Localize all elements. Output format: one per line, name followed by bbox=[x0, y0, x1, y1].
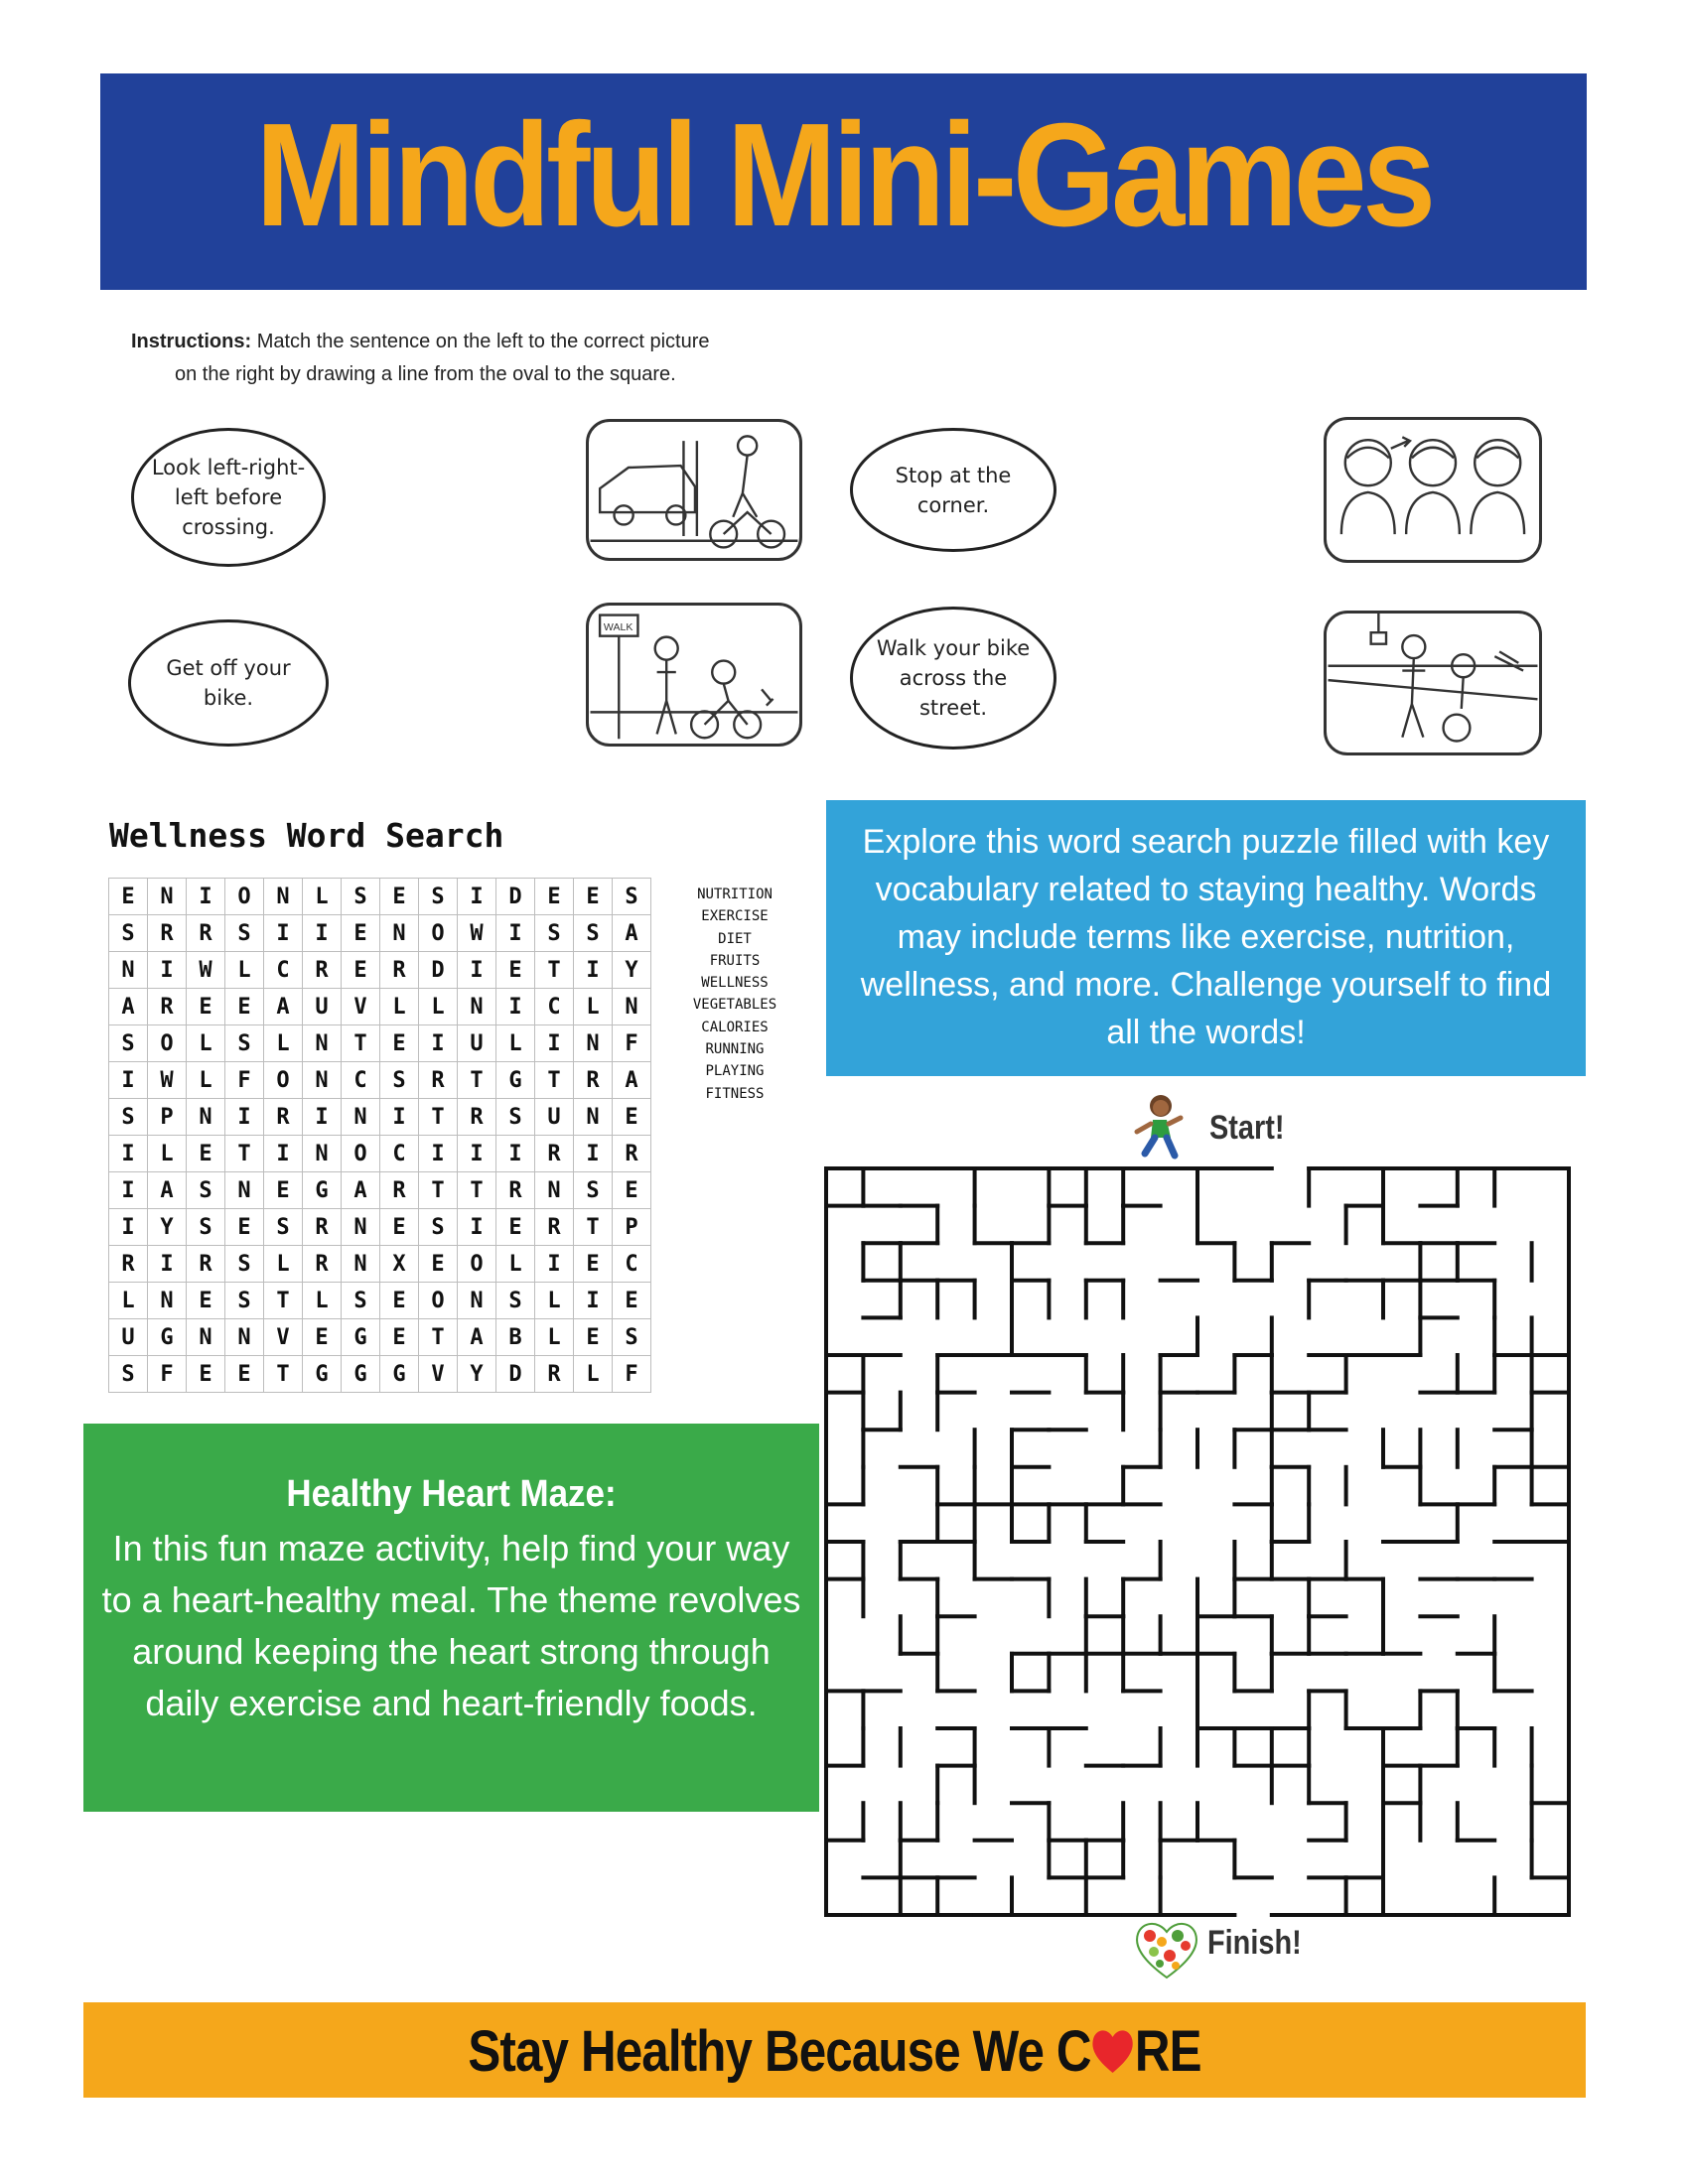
word-search-cell[interactable]: E bbox=[187, 1136, 225, 1172]
word-search-cell[interactable]: S bbox=[225, 915, 264, 952]
word-search-cell[interactable]: E bbox=[613, 1172, 651, 1209]
word-search-info-box bbox=[826, 800, 1586, 1076]
crosswalk-picture[interactable] bbox=[1324, 611, 1542, 755]
word-search-cell[interactable]: V bbox=[264, 1319, 303, 1356]
word-search-cell[interactable]: R bbox=[264, 1099, 303, 1136]
word-search-cell[interactable]: I bbox=[109, 1209, 148, 1246]
word-search-cell[interactable]: S bbox=[109, 1025, 148, 1062]
word-search-row bbox=[109, 1246, 651, 1283]
word-search-word: NUTRITION bbox=[697, 887, 773, 902]
word-search-cell[interactable]: S bbox=[225, 1283, 264, 1319]
word-search-word: RUNNING bbox=[705, 1041, 765, 1058]
word-search-cell[interactable]: I bbox=[496, 1136, 535, 1172]
word-search-row bbox=[109, 1172, 651, 1209]
word-search-cell[interactable]: S bbox=[342, 879, 380, 915]
word-search-cell[interactable]: L bbox=[303, 879, 342, 915]
instructions-label: Instructions: bbox=[131, 331, 252, 352]
maze-finish-label: Finish! bbox=[1207, 1924, 1302, 1962]
word-search-row bbox=[109, 1356, 651, 1393]
word-search-cell[interactable]: N bbox=[225, 1172, 264, 1209]
word-search-cell[interactable]: S bbox=[187, 1172, 225, 1209]
word-search-cell[interactable]: N bbox=[225, 1319, 264, 1356]
word-search-cell[interactable]: T bbox=[419, 1319, 458, 1356]
word-search-cell[interactable]: L bbox=[187, 1062, 225, 1099]
word-search-cell[interactable]: A bbox=[109, 989, 148, 1025]
word-search-cell[interactable]: L bbox=[496, 1025, 535, 1062]
word-search-cell[interactable]: N bbox=[109, 952, 148, 989]
word-search-cell[interactable]: N bbox=[342, 1246, 380, 1283]
word-search-cell[interactable]: S bbox=[342, 1283, 380, 1319]
word-search-cell[interactable]: N bbox=[535, 1172, 574, 1209]
word-search-cell[interactable]: R bbox=[574, 1062, 613, 1099]
word-search-cell[interactable]: S bbox=[419, 1209, 458, 1246]
word-search-cell[interactable]: G bbox=[342, 1356, 380, 1393]
word-search-cell[interactable]: E bbox=[496, 1209, 535, 1246]
instructions bbox=[131, 326, 866, 391]
word-search-cell[interactable]: P bbox=[613, 1209, 651, 1246]
word-search-word: VEGETABLES bbox=[692, 997, 777, 1014]
word-search-cell[interactable]: I bbox=[148, 1246, 187, 1283]
word-search-word: CALORIES bbox=[701, 1019, 769, 1035]
word-search-word: FITNESS bbox=[705, 1085, 765, 1102]
heart-icon bbox=[1091, 2027, 1135, 2075]
word-search-cell[interactable]: I bbox=[303, 1099, 342, 1136]
footer-slogan bbox=[196, 2018, 1473, 2085]
word-search-cell[interactable]: L bbox=[109, 1283, 148, 1319]
word-search-cell[interactable]: O bbox=[225, 879, 264, 915]
word-search-row bbox=[109, 1136, 651, 1172]
word-search-row bbox=[109, 1319, 651, 1356]
word-search-cell[interactable]: U bbox=[303, 989, 342, 1025]
word-search-cell[interactable]: E bbox=[187, 989, 225, 1025]
word-search-cell[interactable]: E bbox=[380, 1319, 419, 1356]
word-search-cell[interactable]: S bbox=[225, 1025, 264, 1062]
word-search-cell[interactable]: G bbox=[303, 1172, 342, 1209]
word-search-cell[interactable]: A bbox=[613, 915, 651, 952]
car-and-bicyclist-icon bbox=[589, 422, 799, 558]
word-search-cell[interactable]: D bbox=[496, 1356, 535, 1393]
word-search-cell[interactable]: C bbox=[342, 1062, 380, 1099]
word-search-cell[interactable]: F bbox=[225, 1062, 264, 1099]
word-search-cell[interactable]: R bbox=[535, 1356, 574, 1393]
word-search-cell[interactable]: I bbox=[109, 1172, 148, 1209]
word-search-cell[interactable]: T bbox=[225, 1136, 264, 1172]
word-search-cell[interactable]: O bbox=[264, 1062, 303, 1099]
word-search-cell[interactable]: N bbox=[148, 1283, 187, 1319]
word-search-cell[interactable]: L bbox=[225, 952, 264, 989]
word-search-cell[interactable]: V bbox=[419, 1356, 458, 1393]
running-child-icon bbox=[1127, 1092, 1189, 1161]
word-search-cell[interactable]: S bbox=[109, 1099, 148, 1136]
match-oval-look[interactable] bbox=[131, 428, 326, 567]
match-oval-get-off[interactable] bbox=[128, 619, 329, 747]
word-search-cell[interactable]: R bbox=[535, 1209, 574, 1246]
word-search-cell[interactable]: U bbox=[109, 1319, 148, 1356]
word-search-cell[interactable]: Y bbox=[148, 1209, 187, 1246]
word-search-cell[interactable]: L bbox=[264, 1246, 303, 1283]
word-search-cell[interactable]: I bbox=[458, 1209, 496, 1246]
word-search-cell[interactable]: B bbox=[496, 1319, 535, 1356]
word-search-cell[interactable]: N bbox=[187, 1319, 225, 1356]
word-search-cell[interactable]: N bbox=[303, 1136, 342, 1172]
match-oval-text: Get off your bike. bbox=[166, 656, 291, 710]
word-search-cell[interactable]: G bbox=[303, 1356, 342, 1393]
match-oval-text: Stop at the corner. bbox=[895, 463, 1012, 517]
word-search-cell[interactable]: I bbox=[380, 1099, 419, 1136]
word-search-cell[interactable]: N bbox=[458, 989, 496, 1025]
word-search-cell[interactable]: E bbox=[187, 1356, 225, 1393]
word-search-cell[interactable]: I bbox=[574, 952, 613, 989]
word-search-cell[interactable]: E bbox=[187, 1283, 225, 1319]
footer-banner bbox=[83, 2002, 1586, 2098]
word-search-cell[interactable]: I bbox=[496, 915, 535, 952]
match-oval-stop[interactable] bbox=[850, 428, 1056, 552]
word-search-cell[interactable]: O bbox=[419, 1283, 458, 1319]
word-search-cell[interactable]: N bbox=[264, 879, 303, 915]
word-search-cell[interactable]: E bbox=[574, 1319, 613, 1356]
word-search-cell[interactable]: S bbox=[109, 1356, 148, 1393]
word-search-cell[interactable]: I bbox=[535, 1025, 574, 1062]
word-search-cell[interactable]: U bbox=[535, 1099, 574, 1136]
word-search-cell[interactable]: L bbox=[148, 1136, 187, 1172]
word-search-cell[interactable]: E bbox=[303, 1319, 342, 1356]
word-search-cell[interactable]: R bbox=[303, 1246, 342, 1283]
word-search-cell[interactable]: S bbox=[187, 1209, 225, 1246]
car-and-bicyclist-picture[interactable] bbox=[586, 419, 802, 561]
word-search-row bbox=[109, 915, 651, 952]
word-search-cell[interactable]: N bbox=[187, 1099, 225, 1136]
word-search-cell[interactable]: L bbox=[496, 1246, 535, 1283]
word-search-cell[interactable]: R bbox=[535, 1136, 574, 1172]
word-search-cell[interactable]: R bbox=[187, 915, 225, 952]
word-search-cell[interactable]: T bbox=[574, 1209, 613, 1246]
word-search-cell[interactable]: G bbox=[496, 1062, 535, 1099]
word-search-cell[interactable]: R bbox=[496, 1172, 535, 1209]
fruit-heart-icon bbox=[1132, 1916, 1201, 1981]
word-search-cell[interactable]: R bbox=[419, 1062, 458, 1099]
word-search-row bbox=[109, 879, 651, 915]
word-search-cell[interactable]: A bbox=[458, 1319, 496, 1356]
word-search-cell[interactable]: I bbox=[458, 952, 496, 989]
word-search-cell[interactable]: E bbox=[574, 879, 613, 915]
word-search-cell[interactable]: E bbox=[342, 952, 380, 989]
word-search-cell[interactable]: N bbox=[574, 1025, 613, 1062]
word-search-cell[interactable]: C bbox=[535, 989, 574, 1025]
word-search-cell[interactable]: Y bbox=[613, 952, 651, 989]
word-search-cell[interactable]: I bbox=[187, 879, 225, 915]
word-search-cell[interactable]: A bbox=[613, 1062, 651, 1099]
word-search-word: PLAYING bbox=[705, 1063, 765, 1080]
word-search-cell[interactable]: R bbox=[303, 1209, 342, 1246]
word-search-cell[interactable]: R bbox=[380, 1172, 419, 1209]
word-search-cell[interactable]: E bbox=[613, 1283, 651, 1319]
word-search-word: EXERCISE bbox=[701, 908, 769, 925]
maze-start-label: Start! bbox=[1209, 1109, 1285, 1147]
word-search-cell[interactable]: E bbox=[109, 879, 148, 915]
word-search-cell[interactable]: E bbox=[613, 1099, 651, 1136]
word-search-grid[interactable] bbox=[108, 878, 651, 1393]
word-search-cell[interactable]: S bbox=[496, 1099, 535, 1136]
page-title: Mindful Mini-Games bbox=[255, 93, 1432, 257]
word-search-cell[interactable]: I bbox=[109, 1136, 148, 1172]
head-turning-icon bbox=[1327, 420, 1539, 560]
word-search-cell[interactable]: O bbox=[148, 1025, 187, 1062]
instructions-line-1: Match the sentence on the left to the correct picture bbox=[256, 331, 710, 352]
word-search-cell[interactable]: T bbox=[419, 1099, 458, 1136]
word-search-cell[interactable]: E bbox=[225, 989, 264, 1025]
word-search-cell[interactable]: L bbox=[264, 1025, 303, 1062]
word-search-cell[interactable]: L bbox=[419, 989, 458, 1025]
word-search-cell[interactable]: W bbox=[187, 952, 225, 989]
head-turning-picture[interactable] bbox=[1324, 417, 1542, 563]
word-search-cell[interactable]: O bbox=[419, 915, 458, 952]
word-search-word: WELLNESS bbox=[701, 975, 769, 992]
walk-signal-icon bbox=[589, 606, 799, 744]
footer-text-end: RE bbox=[1134, 2019, 1201, 2084]
maze[interactable] bbox=[824, 1166, 1571, 1917]
word-search-cell[interactable]: E bbox=[225, 1209, 264, 1246]
word-search-cell[interactable]: I bbox=[225, 1099, 264, 1136]
word-search-cell[interactable]: G bbox=[380, 1356, 419, 1393]
word-search-info-text: Explore this word search puzzle filled with key vocabulary related to staying healthy. Words may include terms like exercise, nutrition, wellness, and more. Challenge yourself to find all the words! bbox=[860, 823, 1552, 1051]
word-search-cell[interactable]: N bbox=[342, 1099, 380, 1136]
word-search-cell[interactable]: S bbox=[574, 915, 613, 952]
word-search-cell[interactable]: E bbox=[380, 879, 419, 915]
word-search-cell[interactable]: N bbox=[303, 1025, 342, 1062]
word-search-cell[interactable]: E bbox=[264, 1172, 303, 1209]
word-search-cell[interactable]: L bbox=[187, 1025, 225, 1062]
word-search-row bbox=[109, 952, 651, 989]
word-search-cell[interactable]: G bbox=[342, 1319, 380, 1356]
word-search-cell[interactable]: R bbox=[380, 952, 419, 989]
word-search-cell[interactable]: P bbox=[148, 1099, 187, 1136]
word-search-cell[interactable]: R bbox=[187, 1246, 225, 1283]
word-search-cell[interactable]: I bbox=[535, 1246, 574, 1283]
word-search-cell[interactable]: E bbox=[342, 915, 380, 952]
word-search-cell[interactable]: R bbox=[303, 952, 342, 989]
word-search-word: DIET bbox=[718, 930, 752, 947]
word-search-cell[interactable]: R bbox=[148, 989, 187, 1025]
word-search-cell[interactable]: G bbox=[148, 1319, 187, 1356]
word-search-cell[interactable]: L bbox=[574, 989, 613, 1025]
word-search-cell[interactable]: E bbox=[574, 1246, 613, 1283]
word-search-cell[interactable]: R bbox=[613, 1136, 651, 1172]
word-search-cell[interactable]: W bbox=[458, 915, 496, 952]
word-search-cell[interactable]: E bbox=[380, 1025, 419, 1062]
word-search-cell[interactable]: C bbox=[380, 1136, 419, 1172]
word-search-cell[interactable]: W bbox=[148, 1062, 187, 1099]
footer-text-start: Stay Healthy Because We C bbox=[468, 2019, 1091, 2084]
word-search-cell[interactable]: S bbox=[109, 915, 148, 952]
word-search-cell[interactable]: S bbox=[380, 1062, 419, 1099]
word-search-cell[interactable]: L bbox=[574, 1356, 613, 1393]
maze-info-box bbox=[83, 1424, 819, 1812]
word-search-cell[interactable]: T bbox=[264, 1356, 303, 1393]
word-search-cell[interactable]: I bbox=[148, 952, 187, 989]
word-search-cell[interactable]: N bbox=[613, 989, 651, 1025]
word-search-cell[interactable]: C bbox=[264, 952, 303, 989]
word-search-cell[interactable]: A bbox=[264, 989, 303, 1025]
word-search-row bbox=[109, 1025, 651, 1062]
word-search-cell[interactable]: S bbox=[574, 1172, 613, 1209]
walk-sign-text: WALK bbox=[603, 620, 633, 633]
word-search-cell[interactable]: T bbox=[342, 1025, 380, 1062]
word-search-cell[interactable]: I bbox=[303, 915, 342, 952]
word-search-cell[interactable]: F bbox=[613, 1356, 651, 1393]
word-search-cell[interactable]: A bbox=[148, 1172, 187, 1209]
word-search-cell[interactable]: E bbox=[535, 879, 574, 915]
word-search-cell[interactable]: N bbox=[574, 1099, 613, 1136]
word-search-word-list bbox=[675, 884, 794, 1105]
word-search-cell[interactable]: I bbox=[264, 915, 303, 952]
word-search-cell[interactable]: L bbox=[535, 1319, 574, 1356]
word-search-cell[interactable]: N bbox=[380, 915, 419, 952]
word-search-cell[interactable]: I bbox=[574, 1136, 613, 1172]
word-search-cell[interactable]: R bbox=[458, 1099, 496, 1136]
word-search-cell[interactable]: E bbox=[380, 1283, 419, 1319]
word-search-cell[interactable]: T bbox=[535, 952, 574, 989]
word-search-cell[interactable]: E bbox=[225, 1356, 264, 1393]
word-search-cell[interactable]: D bbox=[496, 879, 535, 915]
word-search-cell[interactable]: C bbox=[613, 1246, 651, 1283]
match-oval-text: Walk your bike across the street. bbox=[876, 636, 1031, 720]
word-search-cell[interactable]: I bbox=[496, 989, 535, 1025]
word-search-cell[interactable]: L bbox=[303, 1283, 342, 1319]
word-search-row bbox=[109, 1209, 651, 1246]
word-search-title: Wellness Word Search bbox=[109, 816, 504, 855]
word-search-cell[interactable]: S bbox=[496, 1283, 535, 1319]
word-search-cell[interactable]: Y bbox=[458, 1356, 496, 1393]
crosswalk-icon bbox=[1327, 614, 1539, 752]
word-search-cell[interactable]: U bbox=[458, 1025, 496, 1062]
word-search-cell[interactable]: T bbox=[535, 1062, 574, 1099]
word-search-cell[interactable]: I bbox=[458, 879, 496, 915]
match-oval-walk[interactable] bbox=[850, 607, 1056, 750]
word-search-row bbox=[109, 1099, 651, 1136]
word-search-cell[interactable]: R bbox=[148, 915, 187, 952]
word-search-cell[interactable]: T bbox=[458, 1172, 496, 1209]
word-search-cell[interactable]: R bbox=[109, 1246, 148, 1283]
word-search-row bbox=[109, 989, 651, 1025]
word-search-cell[interactable]: S bbox=[535, 915, 574, 952]
word-search-cell[interactable]: V bbox=[342, 989, 380, 1025]
word-search-cell[interactable]: X bbox=[380, 1246, 419, 1283]
word-search-cell[interactable]: S bbox=[264, 1209, 303, 1246]
word-search-cell[interactable]: E bbox=[419, 1246, 458, 1283]
word-search-cell[interactable]: I bbox=[419, 1025, 458, 1062]
word-search-word: FRUITS bbox=[709, 952, 761, 969]
word-search-cell[interactable]: I bbox=[109, 1062, 148, 1099]
word-search-cell[interactable]: I bbox=[264, 1136, 303, 1172]
word-search-cell[interactable]: T bbox=[264, 1283, 303, 1319]
maze-info-text: In this fun maze activity, help find your way to a heart-healthy meal. The theme revolves around keeping the heart strong through daily exercise and heart-friendly foods. bbox=[101, 1528, 801, 1723]
word-search-cell[interactable]: E bbox=[380, 1209, 419, 1246]
word-search-cell[interactable]: N bbox=[342, 1209, 380, 1246]
word-search-row bbox=[109, 1062, 651, 1099]
word-search-cell[interactable]: N bbox=[148, 879, 187, 915]
maze-info-heading: Healthy Heart Maze: bbox=[286, 1473, 617, 1515]
word-search-cell[interactable]: I bbox=[419, 1136, 458, 1172]
word-search-cell[interactable]: L bbox=[380, 989, 419, 1025]
word-search-cell[interactable]: E bbox=[496, 952, 535, 989]
word-search-cell[interactable]: S bbox=[225, 1246, 264, 1283]
instructions-line-2: on the right by drawing a line from the oval to the square. bbox=[175, 363, 676, 385]
word-search-cell[interactable]: N bbox=[458, 1283, 496, 1319]
word-search-cell[interactable]: S bbox=[613, 879, 651, 915]
word-search-row bbox=[109, 1283, 651, 1319]
word-search-cell[interactable]: O bbox=[342, 1136, 380, 1172]
word-search-cell[interactable]: F bbox=[148, 1356, 187, 1393]
word-search-cell[interactable]: O bbox=[458, 1246, 496, 1283]
word-search-cell[interactable]: S bbox=[419, 879, 458, 915]
word-search-cell[interactable]: L bbox=[535, 1283, 574, 1319]
word-search-cell[interactable]: D bbox=[419, 952, 458, 989]
word-search-cell[interactable]: A bbox=[342, 1172, 380, 1209]
word-search-cell[interactable]: N bbox=[303, 1062, 342, 1099]
word-search-cell[interactable]: T bbox=[458, 1062, 496, 1099]
walk-signal-picture[interactable] bbox=[586, 603, 802, 747]
word-search-cell[interactable]: T bbox=[419, 1172, 458, 1209]
header-banner bbox=[100, 73, 1587, 290]
word-search-cell[interactable]: F bbox=[613, 1025, 651, 1062]
word-search-cell[interactable]: I bbox=[458, 1136, 496, 1172]
match-oval-text: Look left-right-left before crossing. bbox=[151, 456, 306, 539]
word-search-cell[interactable]: S bbox=[613, 1319, 651, 1356]
word-search-cell[interactable]: I bbox=[574, 1283, 613, 1319]
